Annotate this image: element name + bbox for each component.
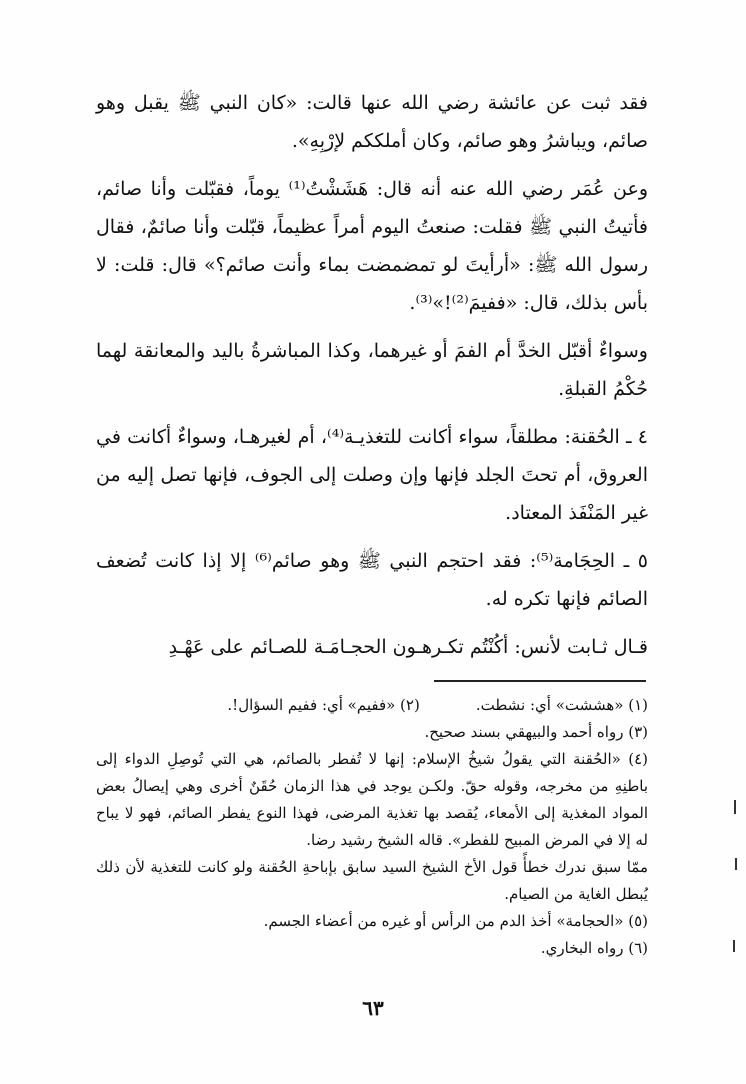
paragraph-kissing-ruling: وسواءٌ أقبّل الخدَّ أم الفمَ أو غيرهما، وكذا المباشرةُ باليد والمعانقة لهما حُكْمُ القبلةِ.: [96, 340, 648, 400]
paragraph-cupping: ٥ ـ الحِجَامة⁽⁵⁾: فقد احتجم النبي ﷺ وهو صائم⁽⁶⁾ إلا إذا كانت تُضعف الصائم فإنها تكره له.: [96, 550, 648, 610]
footnote-row-1-2: [96, 692, 648, 719]
scan-mark: [733, 940, 735, 952]
paragraph-injection: ٤ ـ الحُقنة: مطلقاً، سواء أكانت للتغذيـة⁽⁴⁾، أم لغيرهـا، وسواءٌ أكانت في العروق، أم تحتَ الجلد فإنها وإن وصلت إلى الجوف، فإنها تصل إليه من غير المَنْفَذ المعتاد.: [96, 426, 648, 524]
page-number: ٦٣: [362, 996, 384, 1020]
footnotes: [96, 692, 648, 962]
footnote-4: (٤) «الحُقنة التي يقولُ شيخُ الإسلام: إنها لا تُفطر بالصائم، هي التي تُوصِلِ الدواء إلى باطنِهِ من مخرجه، وقوله حقّ. ولكـن يوجد في هذا الزمان حُقَنٌ أخرى وهي إيصالُ بعض المواد المغذية إلى الأمعاء، يُقصد بها تغذية المرضى، فهذا النوع يفطر الصائم، فهو لا يباح له إلا في المرض المبيح للفطر». قاله الشيخ رشيد رضا.: [96, 750, 648, 849]
paragraph-aisha-hadith: فقد ثبت عن عائشة رضي الله عنها قالت: «كان النبي ﷺ يقبل وهو صائم، ويباشرُ وهو صائم، وكان أملككم لإرْبِهِ».: [96, 92, 648, 152]
footnote-1: (١) «هششت» أي: نشطت.: [475, 696, 648, 714]
footnote-4-commentary: ممّا سبق ندرك خطأً قول الأخ الشيخ السيد سابق بإباحةِ الحُقنة ولو كانت للتغذية لأن ذلك يُبطل الغاية من الصيام.: [96, 858, 648, 903]
footnote-5: (٥) «الحجامة» أخذ الدم من الرأس أو غيره من أعضاء الجسم.: [263, 912, 648, 930]
scan-mark: [734, 800, 736, 814]
scan-mark: [735, 858, 737, 870]
footnote-3: (٣) رواه أحمد والبيهقي بسند صحيح.: [424, 723, 648, 741]
paragraph-umar-hadith: وعن عُمَر رضي الله عنه أنه قال: هَشَشْتُ⁽¹⁾ يوماً، فقبّلت وأنا صائم، فأتيتُ النبي ﷺ فقلت: صنعتُ اليوم أمراً عظيماً، قبّلت وأنا صائمٌ، فقال رسول الله ﷺ: «أرأيتَ لو تمضمضت بماء وأنت صائم؟» قال: قلت: لا بأس بذلك، قال: «ففيمَ⁽²⁾!»⁽³⁾.: [96, 178, 649, 314]
paragraph-thabit-anas: قـال ثـابت لأنس: أكُنْتُم تكـرهـون الحجـامَـة للصـائم على عَهْـدِ: [168, 636, 648, 658]
footnote-6: (٦) رواه البخاري.: [540, 939, 648, 957]
main-text: [96, 84, 648, 676]
footnote-separator: [434, 680, 646, 682]
footnote-2: (٢) «ففيم» أي: ففيم السؤال!.: [227, 696, 420, 714]
